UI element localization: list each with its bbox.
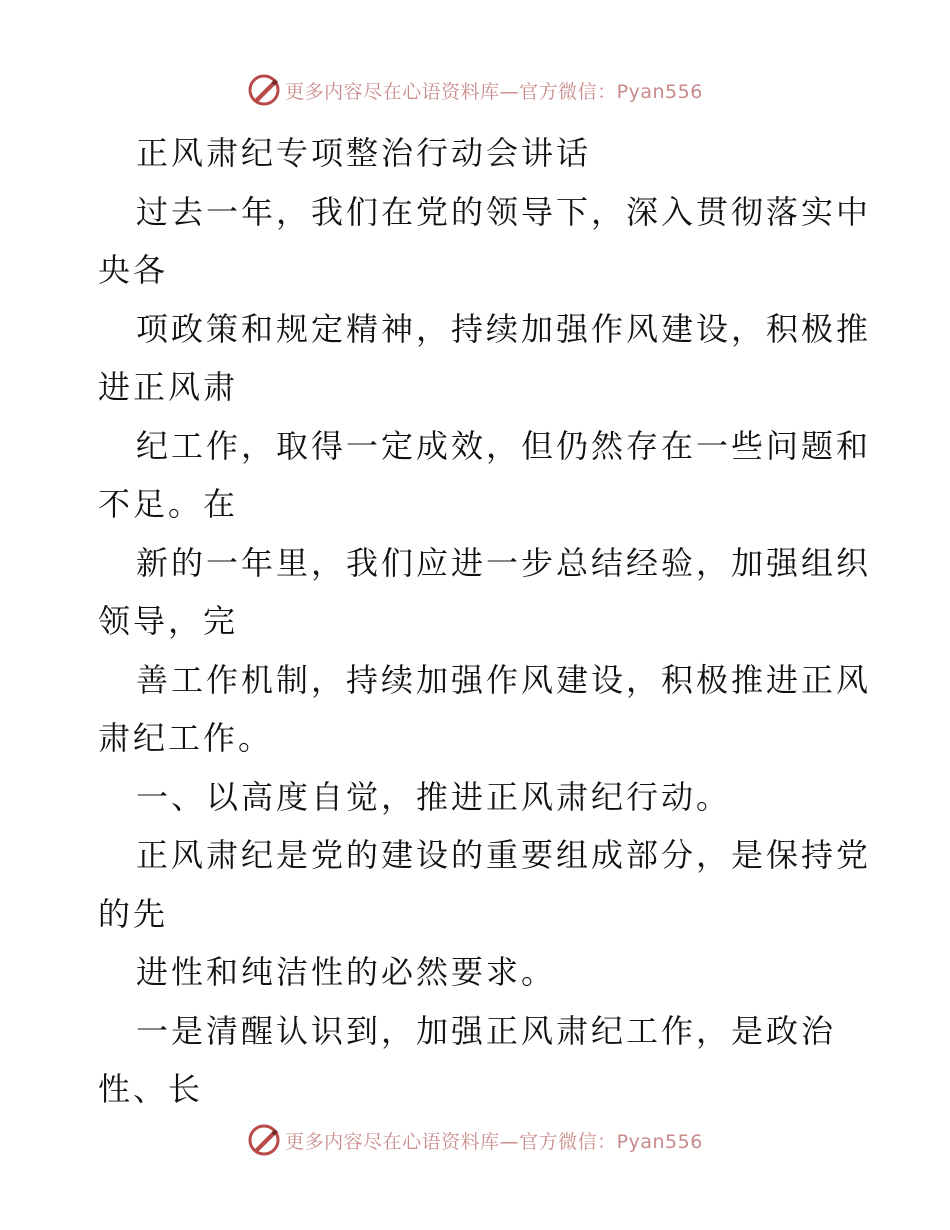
footer-banner-text: 更多内容尽在心语资料库—官方微信：Pyan556 <box>285 1130 703 1153</box>
document-title: 正风肃纪专项整治行动会讲话 <box>136 134 592 172</box>
text-line: 进性和纯洁性的必然要求。 <box>136 953 557 991</box>
text-line: 过去一年，我们在党的领导下，深入贯彻落实中 <box>136 192 872 231</box>
text-line: 性、长 <box>98 1070 204 1108</box>
document-body <box>98 124 872 1119</box>
text-line: 进正风肃 <box>98 368 239 406</box>
text-line: 不足。在 <box>98 485 239 523</box>
text-line: 一是清醒认识到，加强正风肃纪工作，是政治 <box>136 1011 837 1050</box>
text-line: 央各 <box>98 251 169 289</box>
text-line: 肃纪工作。 <box>98 719 274 757</box>
footer-banner <box>0 1120 950 1160</box>
text-line: 新的一年里，我们应进一步总结经验，加强组织 <box>136 543 872 582</box>
text-line: 项政策和规定精神，持续加强作风建设，积极推 <box>136 309 872 348</box>
text-line: 善工作机制，持续加强作风建设，积极推进正风 <box>136 660 872 699</box>
section-heading: 一、以高度自觉，推进正风肃纪行动。 <box>136 777 732 816</box>
text-line: 正风肃纪是党的建设的重要组成部分，是保持党 <box>136 836 872 874</box>
header-banner-text: 更多内容尽在心语资料库—官方微信：Pyan556 <box>285 80 703 103</box>
pen-logo-icon <box>247 73 281 107</box>
pen-logo-icon <box>247 1123 281 1157</box>
text-line: 领导，完 <box>98 602 239 640</box>
header-banner <box>0 70 950 110</box>
text-line: 纪工作，取得一定成效，但仍然存在一些问题和 <box>136 426 872 465</box>
text-line: 的先 <box>98 894 169 933</box>
